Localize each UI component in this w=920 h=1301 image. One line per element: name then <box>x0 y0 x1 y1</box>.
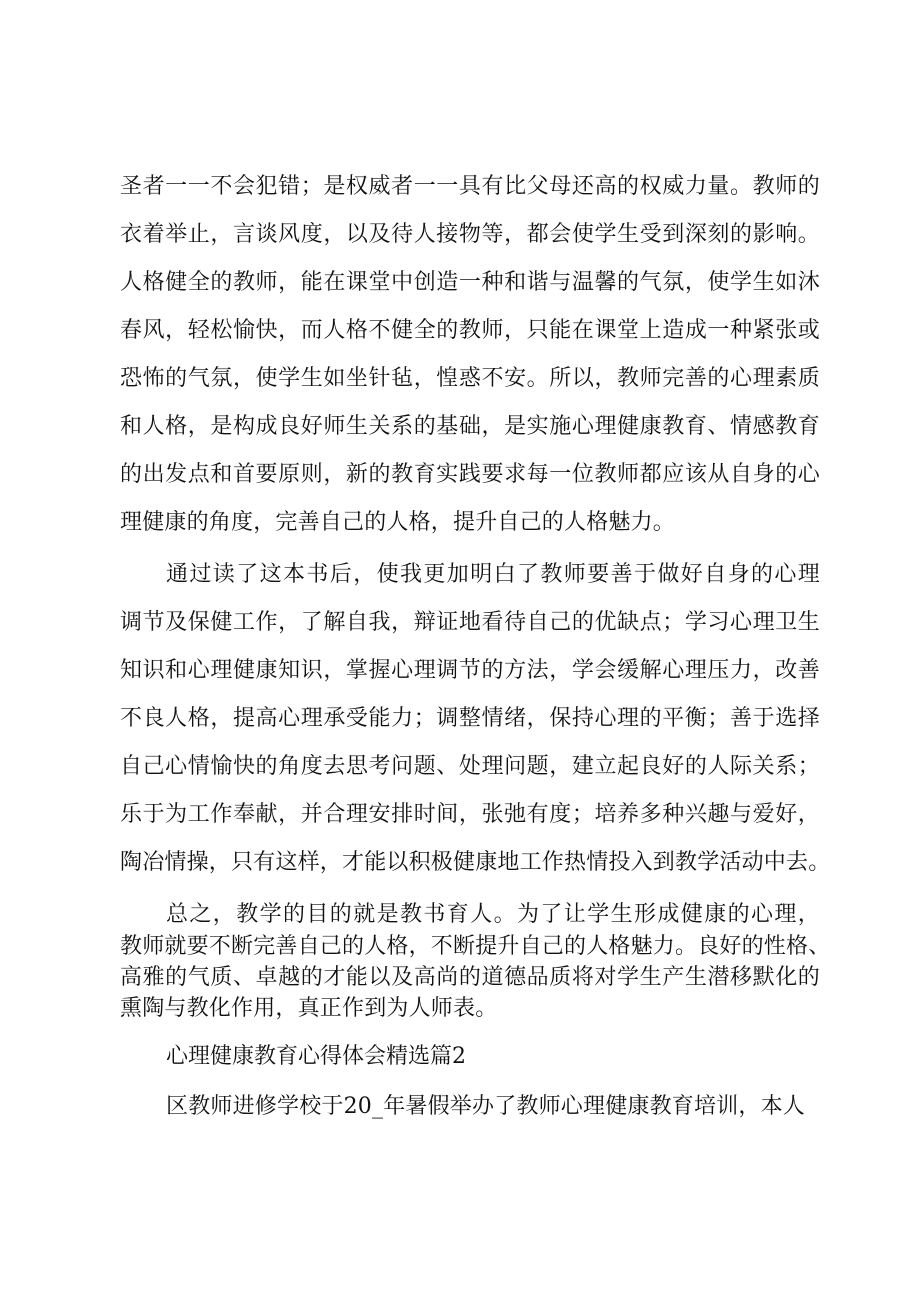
paragraph-1-line-5: 恐怖的气氛，使学生如坐针毡，惶惑不安。所以，教师完善的心理素质 <box>120 366 820 391</box>
paragraph-3-line-2: 教师就要不断完善自己的人格，不断提升自己的人格魅力。良好的性格、 <box>120 934 831 959</box>
paragraph-2-line-5: 自己心情愉快的角度去思考问题、处理问题，建立起良好的人际关系； <box>120 754 820 779</box>
paragraph-3-line-1: 总之，教学的目的就是教书育人。为了让学生形成健康的心理， <box>166 902 820 927</box>
paragraph-1-line-2: 衣着举止，言谈风度，以及待人接物等，都会使学生受到深刻的影响。 <box>120 222 820 247</box>
paragraph-1-line-3: 人格健全的教师，能在课堂中创造一种和谐与温馨的气氛，使学生如沐 <box>120 270 820 295</box>
paragraph-1-line-8: 理健康的角度，完善自己的人格，提升自己的人格魅力。 <box>120 510 676 535</box>
paragraph-2-line-2: 调节及保健工作，了解自我，辩证地看待自己的优缺点；学习心理卫生 <box>120 610 820 635</box>
section-heading: 心理健康教育心得体会精选篇2 <box>166 1044 466 1069</box>
paragraph-1-line-4: 春风，轻松愉快，而人格不健全的教师，只能在课堂上造成一种紧张或 <box>120 318 820 343</box>
paragraph-2-line-1: 通过读了这本书后，使我更加明白了教师要善于做好自身的心理 <box>166 562 820 587</box>
paragraph-3-line-3: 高雅的气质、卓越的才能以及高尚的道德品质将对学生产生潜移默化的 <box>120 965 820 990</box>
paragraph-1-line-7: 的出发点和首要原则，新的教育实践要求每一位教师都应该从自身的心 <box>120 462 820 487</box>
paragraph-3-line-4: 熏陶与教化作用，真正作到为人师表。 <box>120 996 498 1021</box>
paragraph-2-line-6: 乐于为工作奉献，并合理安排时间，张弛有度；培养多种兴趣与爱好， <box>120 802 820 827</box>
paragraph-1-line-1: 圣者一一不会犯错；是权威者一一具有比父母还高的权威力量。教师的 <box>120 174 820 199</box>
paragraph-2-line-4: 不良人格，提高心理承受能力；调整情绪，保持心理的平衡；善于选择 <box>120 706 820 731</box>
final-paragraph-line-1: 区教师进修学校于20_年暑假举办了教师心理健康教育培训，本人 <box>166 1094 805 1119</box>
paragraph-2-line-7: 陶冶情操，只有这样，才能以积极健康地工作热情投入到教学活动中去。 <box>120 850 831 875</box>
paragraph-1-line-6: 和人格，是构成良好师生关系的基础，是实施心理健康教育、情感教育 <box>120 414 820 439</box>
paragraph-2-line-3: 知识和心理健康知识，掌握心理调节的方法，学会缓解心理压力，改善 <box>120 658 820 683</box>
